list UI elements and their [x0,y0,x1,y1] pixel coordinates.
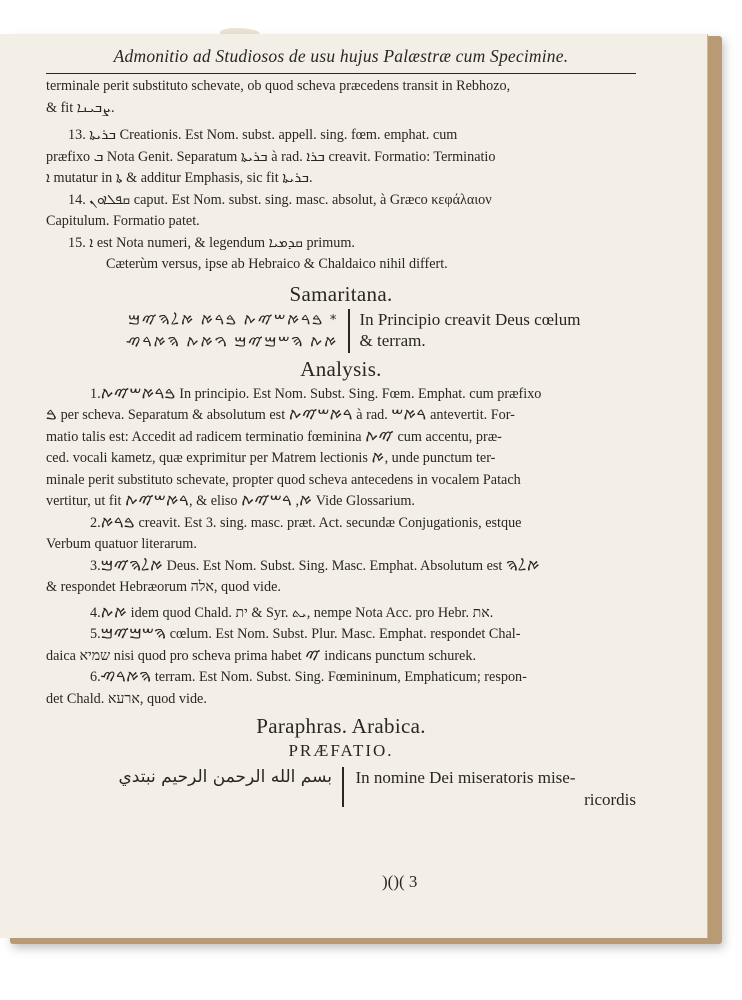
samaritan-text [46,309,348,353]
analysis-item-2 [46,513,636,556]
latin-line: ricordis [584,790,636,809]
section-title-arabic: Paraphras. Arabica. [256,714,426,738]
item-number: 2. [90,514,101,531]
samaritan-line: ࠁࠓࠀࠔࠉࠕ ࠁࠓࠀ ࠀࠋࠄࠉࠌ * [127,311,338,328]
text-line: ܐ mutatur in ܬܐ & additur Emphasis, sic fit ܒܪܝܬܐ. [46,170,313,186]
text-line: 14. ܩܦܠܐܘܢ caput. Est Nom. subst. sing. masc. absolut, à Græco κεφάλαιον [68,191,492,208]
text-line: & respondet Hebræorum אלה, quod vide. [46,579,281,595]
section-subtitle-praefatio: PRÆFATIO. [288,741,394,760]
text-span: ࠄࠔࠌࠉࠌ cœlum. Est Nom. Subst. Plur. Masc. Emphat. respondet Chal- [100,626,521,642]
text-line [46,384,636,406]
item-13 [46,125,636,190]
page-content [46,46,636,811]
syriac-section [46,76,636,276]
analysis-list [46,384,636,711]
text-line: ࠁ per scheva. Separatum & absolutum est ࠓࠀࠔࠉࠕ à rad. ࠓࠀࠔ antevertit. For- [46,407,515,423]
text-span: ࠀࠕ idem quod Chald. ית & Syr. ܝܬ, nempe Nota Acc. pro Hebr. את. [100,604,494,621]
arabic-text: بسم الله الرحمن الرحيم نبتدي [118,767,332,787]
text-line [46,513,636,535]
text-span: ࠀࠋࠄࠉࠌ Deus. Est Nom. Subst. Sing. Masc. Emphat. Absolutum est ࠀࠋࠄ [100,557,540,574]
analysis-item-4 [46,603,636,625]
text-line: minale perit substituto schevate, propter quod scheva antecedens in vocalem Patach [46,471,521,488]
text-line [46,624,636,646]
text-line: matio talis est: Accedit ad radicem terminatio fœminina ࠉࠕ cum accentu, præ- [46,428,502,445]
closing-line: Cæterùm versus, ipse ab Hebraico & Chaldaico nihil differt. [106,256,448,272]
item-number: 5. [90,626,101,642]
item-number: 6. [90,669,101,685]
section-title-samaritan: Samaritana. [289,281,393,306]
item-number: 1. [90,385,101,402]
section-title-analysis: Analysis. [300,356,382,381]
signature-mark: )()( 3 [382,872,418,891]
text-line: ced. vocali kametz, quæ exprimitur per Matrem lectionis ࠀ, unde punctum ter- [46,450,496,466]
text-span: ࠁࠓࠀ creavit. Est 3. sing. masc. præt. Act. secundæ Conjugationis, estque [100,514,522,531]
item-15 [46,233,636,255]
text-span: ࠄࠀࠓࠑ terram. Est Nom. Subst. Sing. Fœmininum, Emphaticum; respon- [100,669,527,685]
analysis-item-6 [46,667,636,710]
book-page [0,34,708,938]
text-line: vertitur, ut fit ࠓࠀࠔࠉࠕ, & eliso ࠀ, ࠓࠔࠉࠕ Vide Glossarium. [46,493,415,509]
text-line [46,556,636,578]
text-line: Capitulum. Formatio patet. [46,213,200,229]
arabic-latin [344,767,637,811]
text-span: ࠁࠓࠀࠔࠉࠕ In principio. Est Nom. Subst. Sing. Fœm. Emphat. cum præfixo [100,385,542,402]
analysis-item-1 [46,384,636,513]
item-14 [46,190,636,233]
samaritan-latin [350,309,581,353]
latin-line: & terram. [359,330,426,350]
text-line: & fit ܨܒܝܢܐ. [46,99,115,116]
analysis-item-5 [46,624,636,667]
item-number: 3. [90,557,101,574]
text-line: terminale perit substituto schevate, ob quod scheva præcedens transit in Rebhozo, [46,78,511,94]
samaritan-line: ࠀࠕ ࠄࠔࠌࠉࠌ ࠅࠀࠕ ࠄࠀࠓࠑ [126,333,338,350]
text-line: Verbum quatuor literarum. [46,536,197,552]
text-line: daica שמיא nisi quod pro scheva prima habet ࠉ indicans punctum schurek. [46,647,476,664]
latin-line: In nomine Dei miseratoris mise- [355,768,576,787]
text-line: præfixo ܒ Nota Genit. Separatum ܒܪܝܬܐ à rad. ܒܪܐ creavit. Formatio: Terminatio [46,148,496,165]
running-header: Admonitio ad Studiosos de usu hujus Palæstræ cum Specimine. [46,46,636,74]
analysis-item-3 [46,556,636,599]
text-line: det Chald. ארעא, quod vide. [46,690,207,707]
item-number: 4. [90,604,101,621]
text-line [46,603,636,625]
samaritan-block [46,309,636,353]
text-line: 13. ܒܪܝܬܐ Creationis. Est Nom. subst. appell. sing. fœm. emphat. cum [68,127,458,143]
text-line [46,667,636,689]
latin-line: In Principio creavit Deus cœlum [359,309,581,329]
arabic-block [46,767,636,811]
text-line: 15. ܐ est Nota numeri, & legendum ܩܕܡܝܐ primum. [68,234,355,251]
